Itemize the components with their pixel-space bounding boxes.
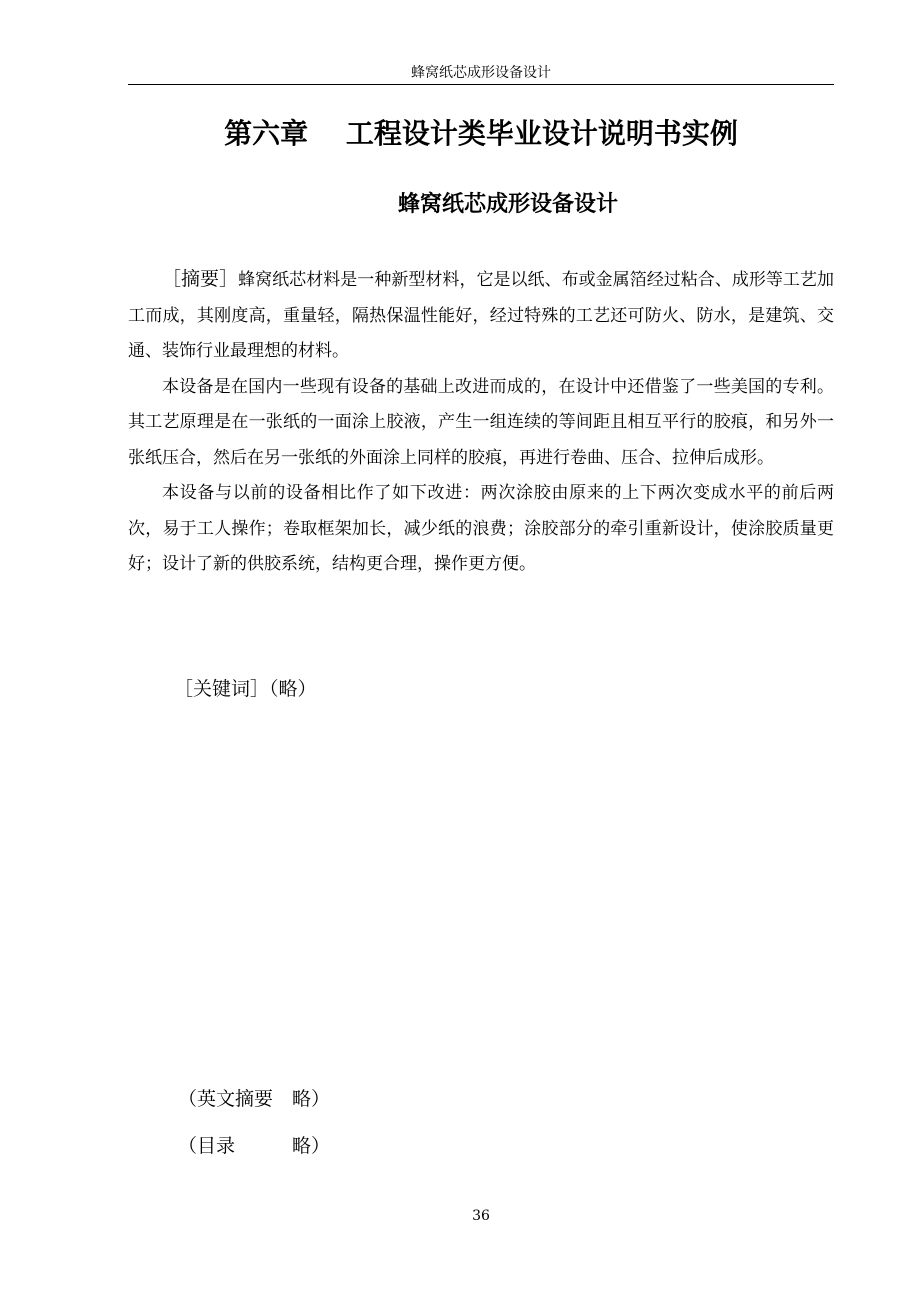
abstract-paragraph [128,262,834,370]
abstract-section [128,262,834,583]
table-of-contents-note: （目录 略） [178,1135,331,1157]
abstract-paragraph: 本设备是在国内一些现有设备的基础上改进而成的，在设计中还借鉴了一些美国的专利。其工艺原理是在一张纸的一面涂上胶液，产生一组连续的等间距且相互平行的胶痕，和另外一张纸压合，然后在另一张纸的外面涂上同样的胶痕，再进行卷曲、压合、拉伸后成形。 [128,376,834,468]
chapter-title: 第六章 工程设计类毕业设计说明书实例 [224,117,738,150]
abstract-paragraph-text: 蜂窝纸芯材料是一种新型材料，它是以纸、布或金属箔经过粘合、成形等工艺加工而成，其刚度高，重量轻，隔热保温性能好，经过特殊的工艺还可防火、防水，是建筑、交通、装饰行业最理想的材料。 [128,270,834,361]
abstract-label: ［摘要］ [162,268,239,290]
running-header: 蜂窝纸芯成形设备设计 [411,65,551,81]
abstract-paragraph: 本设备与以前的设备相比作了如下改进：两次涂胶由原来的上下两次变成水平的前后两次，易于工人操作；卷取框架加长，减少纸的浪费；涂胶部分的牵引重新设计，使涂胶质量更好；设计了新的供胶系统，结构更合理，操作更方便。 [128,483,834,574]
document-subtitle: 蜂窝纸芯成形设备设计 [397,192,618,217]
keywords-line: ［关键词］（略） [174,678,317,700]
english-abstract-note: （英文摘要 略） [178,1088,331,1110]
page-number: 36 [472,1208,490,1224]
header-rule [128,84,834,85]
